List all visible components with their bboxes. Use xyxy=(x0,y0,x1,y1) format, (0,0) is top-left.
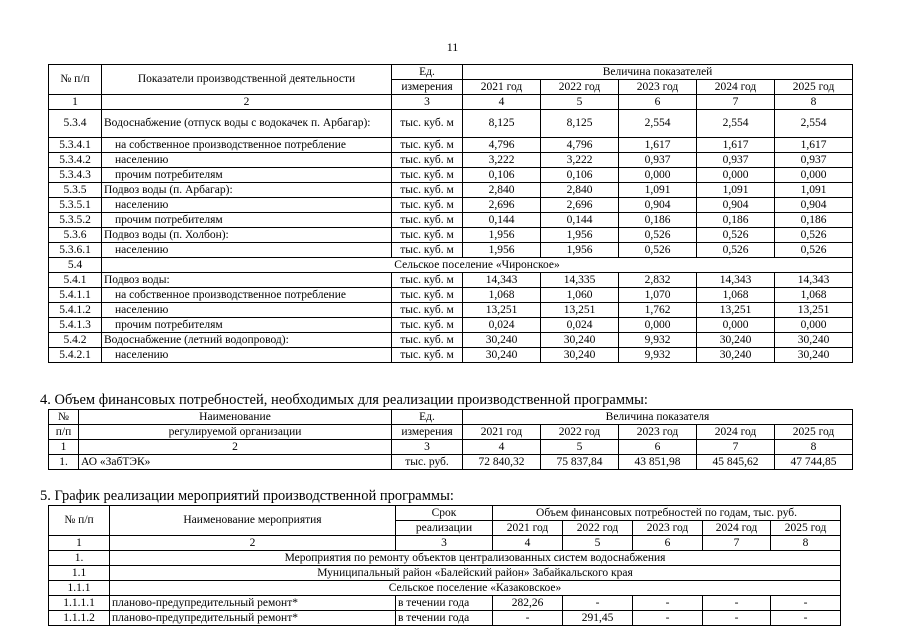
header-values-group: Объем финансовых потребностей по годам, тыс. руб. xyxy=(493,506,841,521)
table-row xyxy=(49,228,853,243)
row-value: 2,554 xyxy=(775,110,853,138)
group-num: 1.1 xyxy=(49,566,110,581)
indicator-name: прочим потребителям xyxy=(102,213,392,228)
row-value: 1,091 xyxy=(619,183,697,198)
row-value: - xyxy=(771,596,841,611)
group-num: 1.1.1 xyxy=(49,581,110,596)
header-unit-line1: Ед. xyxy=(392,410,463,425)
row-value: - xyxy=(771,611,841,626)
row-value: 4,796 xyxy=(541,138,619,153)
section-title: Сельское поселение «Чиронское» xyxy=(102,258,853,273)
column-number: 4 xyxy=(463,440,541,455)
group-title: Мероприятия по ремонту объектов централизованных систем водоснабжения xyxy=(110,551,841,566)
section-row xyxy=(49,258,853,273)
row-value: 1,068 xyxy=(775,288,853,303)
row-value: 13,251 xyxy=(697,303,775,318)
row-value: 8,125 xyxy=(463,110,541,138)
row-unit: тыс. куб. м xyxy=(392,138,463,153)
row-value: 8,125 xyxy=(541,110,619,138)
indicator-name: на собственное производственное потребление xyxy=(102,138,392,153)
table-row xyxy=(49,198,853,213)
table-row xyxy=(49,303,853,318)
column-number-row xyxy=(49,95,853,110)
row-num: 5.3.6.1 xyxy=(49,243,102,258)
header-year: 2021 год xyxy=(463,425,541,440)
row-unit: тыс. куб. м xyxy=(392,183,463,198)
row-value: 30,240 xyxy=(541,348,619,363)
row-value: 3,222 xyxy=(541,153,619,168)
row-value: 9,932 xyxy=(619,348,697,363)
header-num-line1: № xyxy=(49,410,79,425)
table-row xyxy=(49,213,853,228)
row-num: 5.4.1.2 xyxy=(49,303,102,318)
row-value: 0,144 xyxy=(541,213,619,228)
row-unit: тыс. куб. м xyxy=(392,333,463,348)
column-number: 4 xyxy=(493,536,563,551)
row-value: 1,956 xyxy=(541,243,619,258)
header-year: 2022 год xyxy=(541,80,619,95)
row-value: 0,106 xyxy=(463,168,541,183)
term: в течении года xyxy=(396,611,493,626)
table-row xyxy=(49,318,853,333)
header-year: 2021 год xyxy=(493,521,563,536)
row-value: 0,526 xyxy=(697,243,775,258)
column-number-row xyxy=(49,536,841,551)
header-org-line2: регулируемой организации xyxy=(79,425,392,440)
header-year: 2024 год xyxy=(697,80,775,95)
row-value: 282,26 xyxy=(493,596,563,611)
header-year: 2025 год xyxy=(775,425,853,440)
table-row xyxy=(49,168,853,183)
column-number: 6 xyxy=(619,95,697,110)
column-number: 2 xyxy=(79,440,392,455)
column-number: 6 xyxy=(619,440,697,455)
indicator-name: Подвоз воды (п. Холбон): xyxy=(102,228,392,243)
table-row xyxy=(49,153,853,168)
row-value: 4,796 xyxy=(463,138,541,153)
group-num: 1. xyxy=(49,551,110,566)
row-value: 30,240 xyxy=(775,333,853,348)
row-value: 2,832 xyxy=(619,273,697,288)
header-year: 2023 год xyxy=(633,521,703,536)
row-unit: тыс. куб. м xyxy=(392,153,463,168)
column-number: 7 xyxy=(703,536,771,551)
header-unit-line1: Ед. xyxy=(392,65,463,80)
production-indicators-table xyxy=(48,64,853,363)
row-num: 5.3.4 xyxy=(49,110,102,138)
indicator-name: Водоснабжение (отпуск воды с водокачек п. Арбагар): xyxy=(102,110,392,138)
indicator-name: населению xyxy=(102,303,392,318)
row-value: 2,554 xyxy=(619,110,697,138)
table-row xyxy=(49,333,853,348)
row-value: 0,000 xyxy=(697,318,775,333)
activity-name: планово-предупредительный ремонт* xyxy=(110,611,396,626)
row-value: 0,000 xyxy=(775,318,853,333)
header-year: 2023 год xyxy=(619,425,697,440)
header-indicator: Показатели производственной деятельности xyxy=(102,65,392,95)
group-title: Сельское поселение «Казаковское» xyxy=(110,581,841,596)
table-row xyxy=(49,110,853,138)
row-value: 0,904 xyxy=(697,198,775,213)
row-value: 0,526 xyxy=(775,243,853,258)
row-value: 0,186 xyxy=(619,213,697,228)
row-num: 5.3.4.3 xyxy=(49,168,102,183)
row-num: 5.4.1.3 xyxy=(49,318,102,333)
row-value: 72 840,32 xyxy=(463,455,541,470)
indicator-name: населению xyxy=(102,198,392,213)
row-value: 30,240 xyxy=(541,333,619,348)
row-unit: тыс. куб. м xyxy=(392,110,463,138)
organization-name: АО «ЗабТЭК» xyxy=(79,455,392,470)
row-value: 1,617 xyxy=(619,138,697,153)
row-unit: тыс. куб. м xyxy=(392,288,463,303)
header-values-group: Величина показателя xyxy=(463,410,853,425)
header-year: 2022 год xyxy=(541,425,619,440)
row-value: 2,554 xyxy=(697,110,775,138)
row-value: 1,956 xyxy=(463,243,541,258)
row-num: 5.4.2 xyxy=(49,333,102,348)
indicator-name: Водоснабжение (летний водопровод): xyxy=(102,333,392,348)
row-value: 0,000 xyxy=(619,168,697,183)
column-number: 7 xyxy=(697,440,775,455)
row-value: 13,251 xyxy=(775,303,853,318)
row-value: 1,091 xyxy=(775,183,853,198)
row-value: 0,526 xyxy=(619,243,697,258)
row-value: 2,840 xyxy=(541,183,619,198)
row-value: - xyxy=(633,596,703,611)
schedule-table xyxy=(48,505,841,626)
row-value: 0,904 xyxy=(775,198,853,213)
column-number: 7 xyxy=(697,95,775,110)
header-org-line1: Наименование xyxy=(79,410,392,425)
row-value: 3,222 xyxy=(463,153,541,168)
table-row xyxy=(49,183,853,198)
column-number: 2 xyxy=(110,536,396,551)
column-number: 1 xyxy=(49,536,110,551)
row-value: 13,251 xyxy=(541,303,619,318)
header-num-line2: п/п xyxy=(49,425,79,440)
financial-needs-table xyxy=(48,409,853,470)
row-value: 1,762 xyxy=(619,303,697,318)
row-unit: тыс. руб. xyxy=(392,455,463,470)
header-year: 2025 год xyxy=(775,80,853,95)
row-value: 30,240 xyxy=(775,348,853,363)
row-value: 0,000 xyxy=(697,168,775,183)
header-num: № п/п xyxy=(49,65,102,95)
row-value: 14,343 xyxy=(697,273,775,288)
indicator-name: прочим потребителям xyxy=(102,168,392,183)
row-value: 47 744,85 xyxy=(775,455,853,470)
row-value: 291,45 xyxy=(563,611,633,626)
header-year: 2024 год xyxy=(703,521,771,536)
page-number: 11 xyxy=(446,40,459,54)
row-value: 0,526 xyxy=(697,228,775,243)
row-num: 1.1.1.2 xyxy=(49,611,110,626)
row-value: - xyxy=(703,611,771,626)
header-year: 2025 год xyxy=(771,521,841,536)
row-num: 1. xyxy=(49,455,79,470)
row-value: 0,024 xyxy=(463,318,541,333)
indicator-name: на собственное производственное потребление xyxy=(102,288,392,303)
column-number: 1 xyxy=(49,440,79,455)
row-value: 1,070 xyxy=(619,288,697,303)
column-number: 5 xyxy=(541,95,619,110)
section-4-heading: 4. Объем финансовых потребностей, необходимых для реализации производственной программы: xyxy=(40,392,648,408)
table-row xyxy=(49,288,853,303)
row-value: 14,343 xyxy=(463,273,541,288)
header-unit-line2: измерения xyxy=(392,425,463,440)
table-row xyxy=(49,611,841,626)
row-unit: тыс. куб. м xyxy=(392,273,463,288)
column-number: 2 xyxy=(102,95,392,110)
column-number: 3 xyxy=(396,536,493,551)
indicator-name: прочим потребителям xyxy=(102,318,392,333)
row-unit: тыс. куб. м xyxy=(392,243,463,258)
row-num: 5.4.2.1 xyxy=(49,348,102,363)
header-year: 2023 год xyxy=(619,80,697,95)
row-value: 0,526 xyxy=(775,228,853,243)
table-row xyxy=(49,348,853,363)
row-value: 0,937 xyxy=(619,153,697,168)
column-number: 8 xyxy=(775,440,853,455)
row-value: - xyxy=(703,596,771,611)
row-value: 2,840 xyxy=(463,183,541,198)
row-value: 75 837,84 xyxy=(541,455,619,470)
row-num: 5.3.5 xyxy=(49,183,102,198)
header-year: 2021 год xyxy=(463,80,541,95)
table-row xyxy=(49,596,841,611)
row-value: 0,937 xyxy=(697,153,775,168)
row-value: 14,335 xyxy=(541,273,619,288)
row-value: 0,904 xyxy=(619,198,697,213)
row-unit: тыс. куб. м xyxy=(392,303,463,318)
row-value: 30,240 xyxy=(463,348,541,363)
row-value: 2,696 xyxy=(541,198,619,213)
header-year: 2024 год xyxy=(697,425,775,440)
row-num: 5.3.5.2 xyxy=(49,213,102,228)
row-unit: тыс. куб. м xyxy=(392,198,463,213)
row-value: 9,932 xyxy=(619,333,697,348)
row-value: 14,343 xyxy=(775,273,853,288)
row-unit: тыс. куб. м xyxy=(392,318,463,333)
row-unit: тыс. куб. м xyxy=(392,348,463,363)
column-number: 3 xyxy=(392,440,463,455)
row-unit: тыс. куб. м xyxy=(392,228,463,243)
row-value: - xyxy=(633,611,703,626)
group-title: Муниципальный район «Балейский район» Забайкальского края xyxy=(110,566,841,581)
row-num: 5.4.1.1 xyxy=(49,288,102,303)
row-num: 5.4.1 xyxy=(49,273,102,288)
row-value: 2,696 xyxy=(463,198,541,213)
term: в течении года xyxy=(396,596,493,611)
header-term-line1: Срок xyxy=(396,506,493,521)
row-unit: тыс. куб. м xyxy=(392,168,463,183)
row-value: 0,000 xyxy=(775,168,853,183)
table-row xyxy=(49,273,853,288)
column-number: 5 xyxy=(563,536,633,551)
activity-name: планово-предупредительный ремонт* xyxy=(110,596,396,611)
header-term-line2: реализации xyxy=(396,521,493,536)
row-value: 0,024 xyxy=(541,318,619,333)
column-number: 8 xyxy=(775,95,853,110)
row-unit: тыс. куб. м xyxy=(392,213,463,228)
row-value: 45 845,62 xyxy=(697,455,775,470)
row-value: 43 851,98 xyxy=(619,455,697,470)
indicator-name: Подвоз воды: xyxy=(102,273,392,288)
row-value: 1,060 xyxy=(541,288,619,303)
row-num: 5.3.5.1 xyxy=(49,198,102,213)
header-unit-line2: измерения xyxy=(392,80,463,95)
row-num: 1.1.1.1 xyxy=(49,596,110,611)
row-num: 5.3.4.2 xyxy=(49,153,102,168)
group-row xyxy=(49,566,841,581)
row-value: 1,617 xyxy=(697,138,775,153)
row-value: 1,091 xyxy=(697,183,775,198)
indicator-name: населению xyxy=(102,153,392,168)
column-number: 6 xyxy=(633,536,703,551)
row-value: 1,068 xyxy=(697,288,775,303)
row-num: 5.3.6 xyxy=(49,228,102,243)
table-row xyxy=(49,138,853,153)
row-value: 1,617 xyxy=(775,138,853,153)
row-num: 5.4 xyxy=(49,258,102,273)
row-value: 30,240 xyxy=(697,348,775,363)
row-value: 30,240 xyxy=(697,333,775,348)
row-value: 0,937 xyxy=(775,153,853,168)
row-value: 1,956 xyxy=(463,228,541,243)
column-number: 8 xyxy=(771,536,841,551)
column-number: 4 xyxy=(463,95,541,110)
row-value: - xyxy=(563,596,633,611)
row-value: - xyxy=(493,611,563,626)
column-number: 1 xyxy=(49,95,102,110)
section-5-heading: 5. График реализации мероприятий производственной программы: xyxy=(40,488,454,504)
group-row xyxy=(49,581,841,596)
row-value: 1,956 xyxy=(541,228,619,243)
header-values-group: Величина показателей xyxy=(463,65,853,80)
row-value: 0,106 xyxy=(541,168,619,183)
table-row xyxy=(49,243,853,258)
header-activity: Наименование мероприятия xyxy=(110,506,396,536)
row-num: 5.3.4.1 xyxy=(49,138,102,153)
row-value: 30,240 xyxy=(463,333,541,348)
row-value: 0,186 xyxy=(775,213,853,228)
column-number-row xyxy=(49,440,853,455)
column-number: 3 xyxy=(392,95,463,110)
group-row xyxy=(49,551,841,566)
row-value: 0,526 xyxy=(619,228,697,243)
header-num: № п/п xyxy=(49,506,110,536)
header-year: 2022 год xyxy=(563,521,633,536)
indicator-name: Подвоз воды (п. Арбагар): xyxy=(102,183,392,198)
table-row xyxy=(49,455,853,470)
row-value: 13,251 xyxy=(463,303,541,318)
row-value: 1,068 xyxy=(463,288,541,303)
indicator-name: населению xyxy=(102,243,392,258)
row-value: 0,186 xyxy=(697,213,775,228)
indicator-name: населению xyxy=(102,348,392,363)
row-value: 0,144 xyxy=(463,213,541,228)
column-number: 5 xyxy=(541,440,619,455)
row-value: 0,000 xyxy=(619,318,697,333)
